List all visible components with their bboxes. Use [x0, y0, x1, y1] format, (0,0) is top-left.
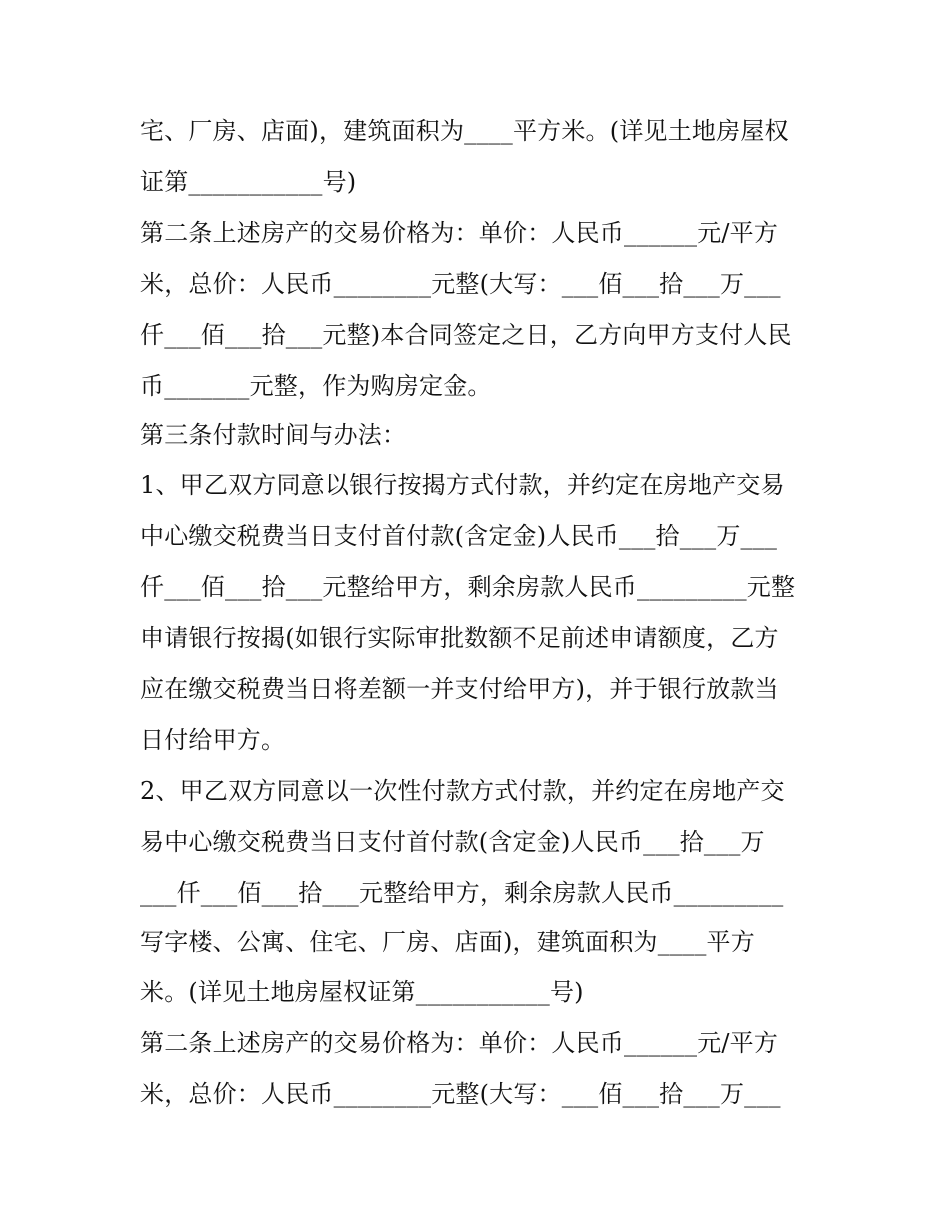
text-line: 币_______元整，作为购房定金。 — [140, 372, 492, 400]
text-line: 仟___佰___拾___元整)本合同签定之日，乙方向甲方支付人民 — [140, 321, 792, 349]
text-line: 2、甲乙双方同意以一次性付款方式付款，并约定在房地产交 — [140, 777, 785, 805]
text-line: 日付给甲方。 — [140, 726, 286, 754]
text-line: 第二条上述房产的交易价格为：单价：人民币______元/平方 — [140, 219, 779, 247]
text-line: 证第___________号) — [140, 168, 357, 196]
text-line: 申请银行按揭(如银行实际审批数额不足前述申请额度，乙方 — [140, 624, 779, 652]
text-line: 仟___佰___拾___元整给甲方，剩余房款人民币_________元整 — [140, 573, 796, 601]
text-line: ___仟___佰___拾___元整给甲方，剩余房款人民币_________ — [140, 879, 784, 907]
text-line: 宅、厂房、店面)，建筑面积为____平方米。(详见土地房屋权 — [140, 117, 789, 145]
text-line: 米。(详见土地房屋权证第___________号) — [140, 978, 584, 1006]
text-line: 写字楼、公寓、住宅、厂房、店面)，建筑面积为____平方 — [140, 928, 755, 956]
text-line: 第二条上述房产的交易价格为：单价：人民币______元/平方 — [140, 1029, 779, 1057]
text-line: 应在缴交税费当日将差额一并支付给甲方)，并于银行放款当 — [140, 675, 779, 703]
text-line: 米，总价：人民币________元整(大写：___佰___拾___万___ — [140, 1080, 781, 1108]
text-line: 1、甲乙双方同意以银行按揭方式付款，并约定在房地产交易 — [140, 471, 785, 499]
text-line: 中心缴交税费当日支付首付款(含定金)人民币___拾___万___ — [140, 522, 778, 550]
text-line: 米，总价：人民币________元整(大写：___佰___拾___万___ — [140, 270, 781, 298]
text-line: 易中心缴交税费当日支付首付款(含定金)人民币___拾___万 — [140, 828, 765, 856]
text-line: 第三条付款时间与办法： — [140, 421, 407, 449]
